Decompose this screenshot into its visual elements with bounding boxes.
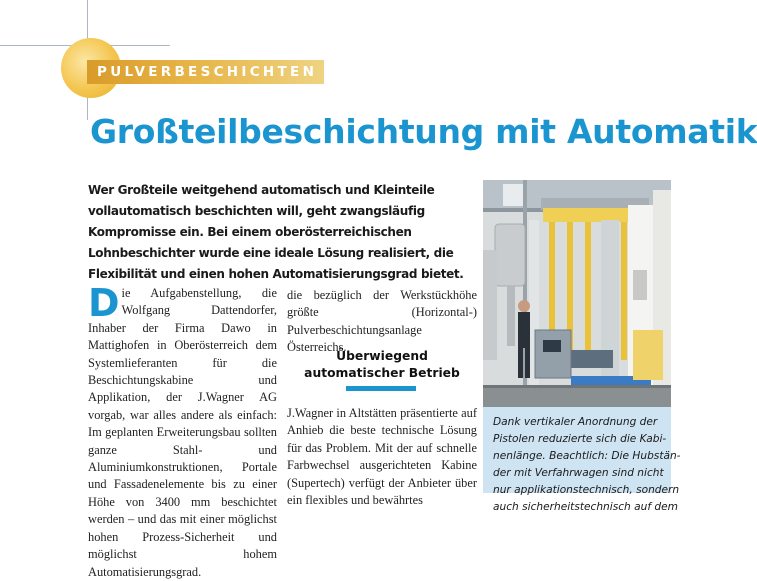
caption-line: der mit Verfahrwagen sind nicht xyxy=(493,467,664,479)
column2-body-text: J.Wagner in Altstätten präsentierte auf Anhieb die beste technische Lösung für das Problem. Mit der auf schnelle Farbwechsel ausgerichteten Kabine (Supertech) verfügt der Anbieter über ein flexibles und bewährtes xyxy=(287,406,477,508)
subheading-rule xyxy=(346,386,416,391)
coating-booth-photo xyxy=(483,180,671,407)
drop-cap: D xyxy=(88,281,120,325)
caption-line: Dank vertikaler Anordnung der xyxy=(493,416,658,428)
column2-top-text: die bezüglich der Werkstückhöhe größte (Horizontal-) Pulverbeschichtungsanlage Österreichs. xyxy=(287,288,477,355)
caption-line: nur applikationstechnisch, sondern xyxy=(493,484,680,496)
lead-paragraph: Wer Großteile weitgehend automatisch und Kleinteile vollautomatisch beschichten will, geht zwangsläufig Kompromisse ein. Bei einem oberösterreichischen Lohnbeschichter wurde eine ideale Lösung realisiert, die Flexibilität und einen hohen Automatisierungsgrad bietet. xyxy=(88,183,464,281)
caption-line: nenlänge. Beachtlich: Die Hubstän- xyxy=(493,450,681,462)
article-headline: Großteilbeschichtung mit Automatik xyxy=(90,112,757,151)
photo-illustration xyxy=(483,180,671,407)
section-banner xyxy=(87,60,324,84)
caption-line: Pistolen reduzierte sich die Kabi- xyxy=(493,433,667,445)
subheading: Überwiegend automatischer Betrieb xyxy=(304,349,460,380)
body-column-1 xyxy=(88,281,277,581)
caption-line: auch sicherheitstechnisch auf dem xyxy=(493,501,678,513)
column1-text: ie Aufgabenstellung, die Wolfgang Dattendorfer, Inhaber der Firma Dawo in Mattighofen in Oberösterreich dem Systemlieferanten für die Beschichtungskabine und Applikation, der J.Wagner AG vorgab, war alles andere als einfach: Im geplanten Erweiterungsbau sollten ganze Stahl- und Aluminiumkonstruktionen, Portale und Fassadenelemente bis zu einer Höhe von 3400 mm beschichtet werden – und das mit einer möglichst hohen Prozess-Sicherheit und möglichst hohem Automatisierungsgrad. xyxy=(88,286,277,579)
section-label: PULVERBESCHICHTEN xyxy=(97,64,318,80)
photo-caption xyxy=(483,407,681,513)
